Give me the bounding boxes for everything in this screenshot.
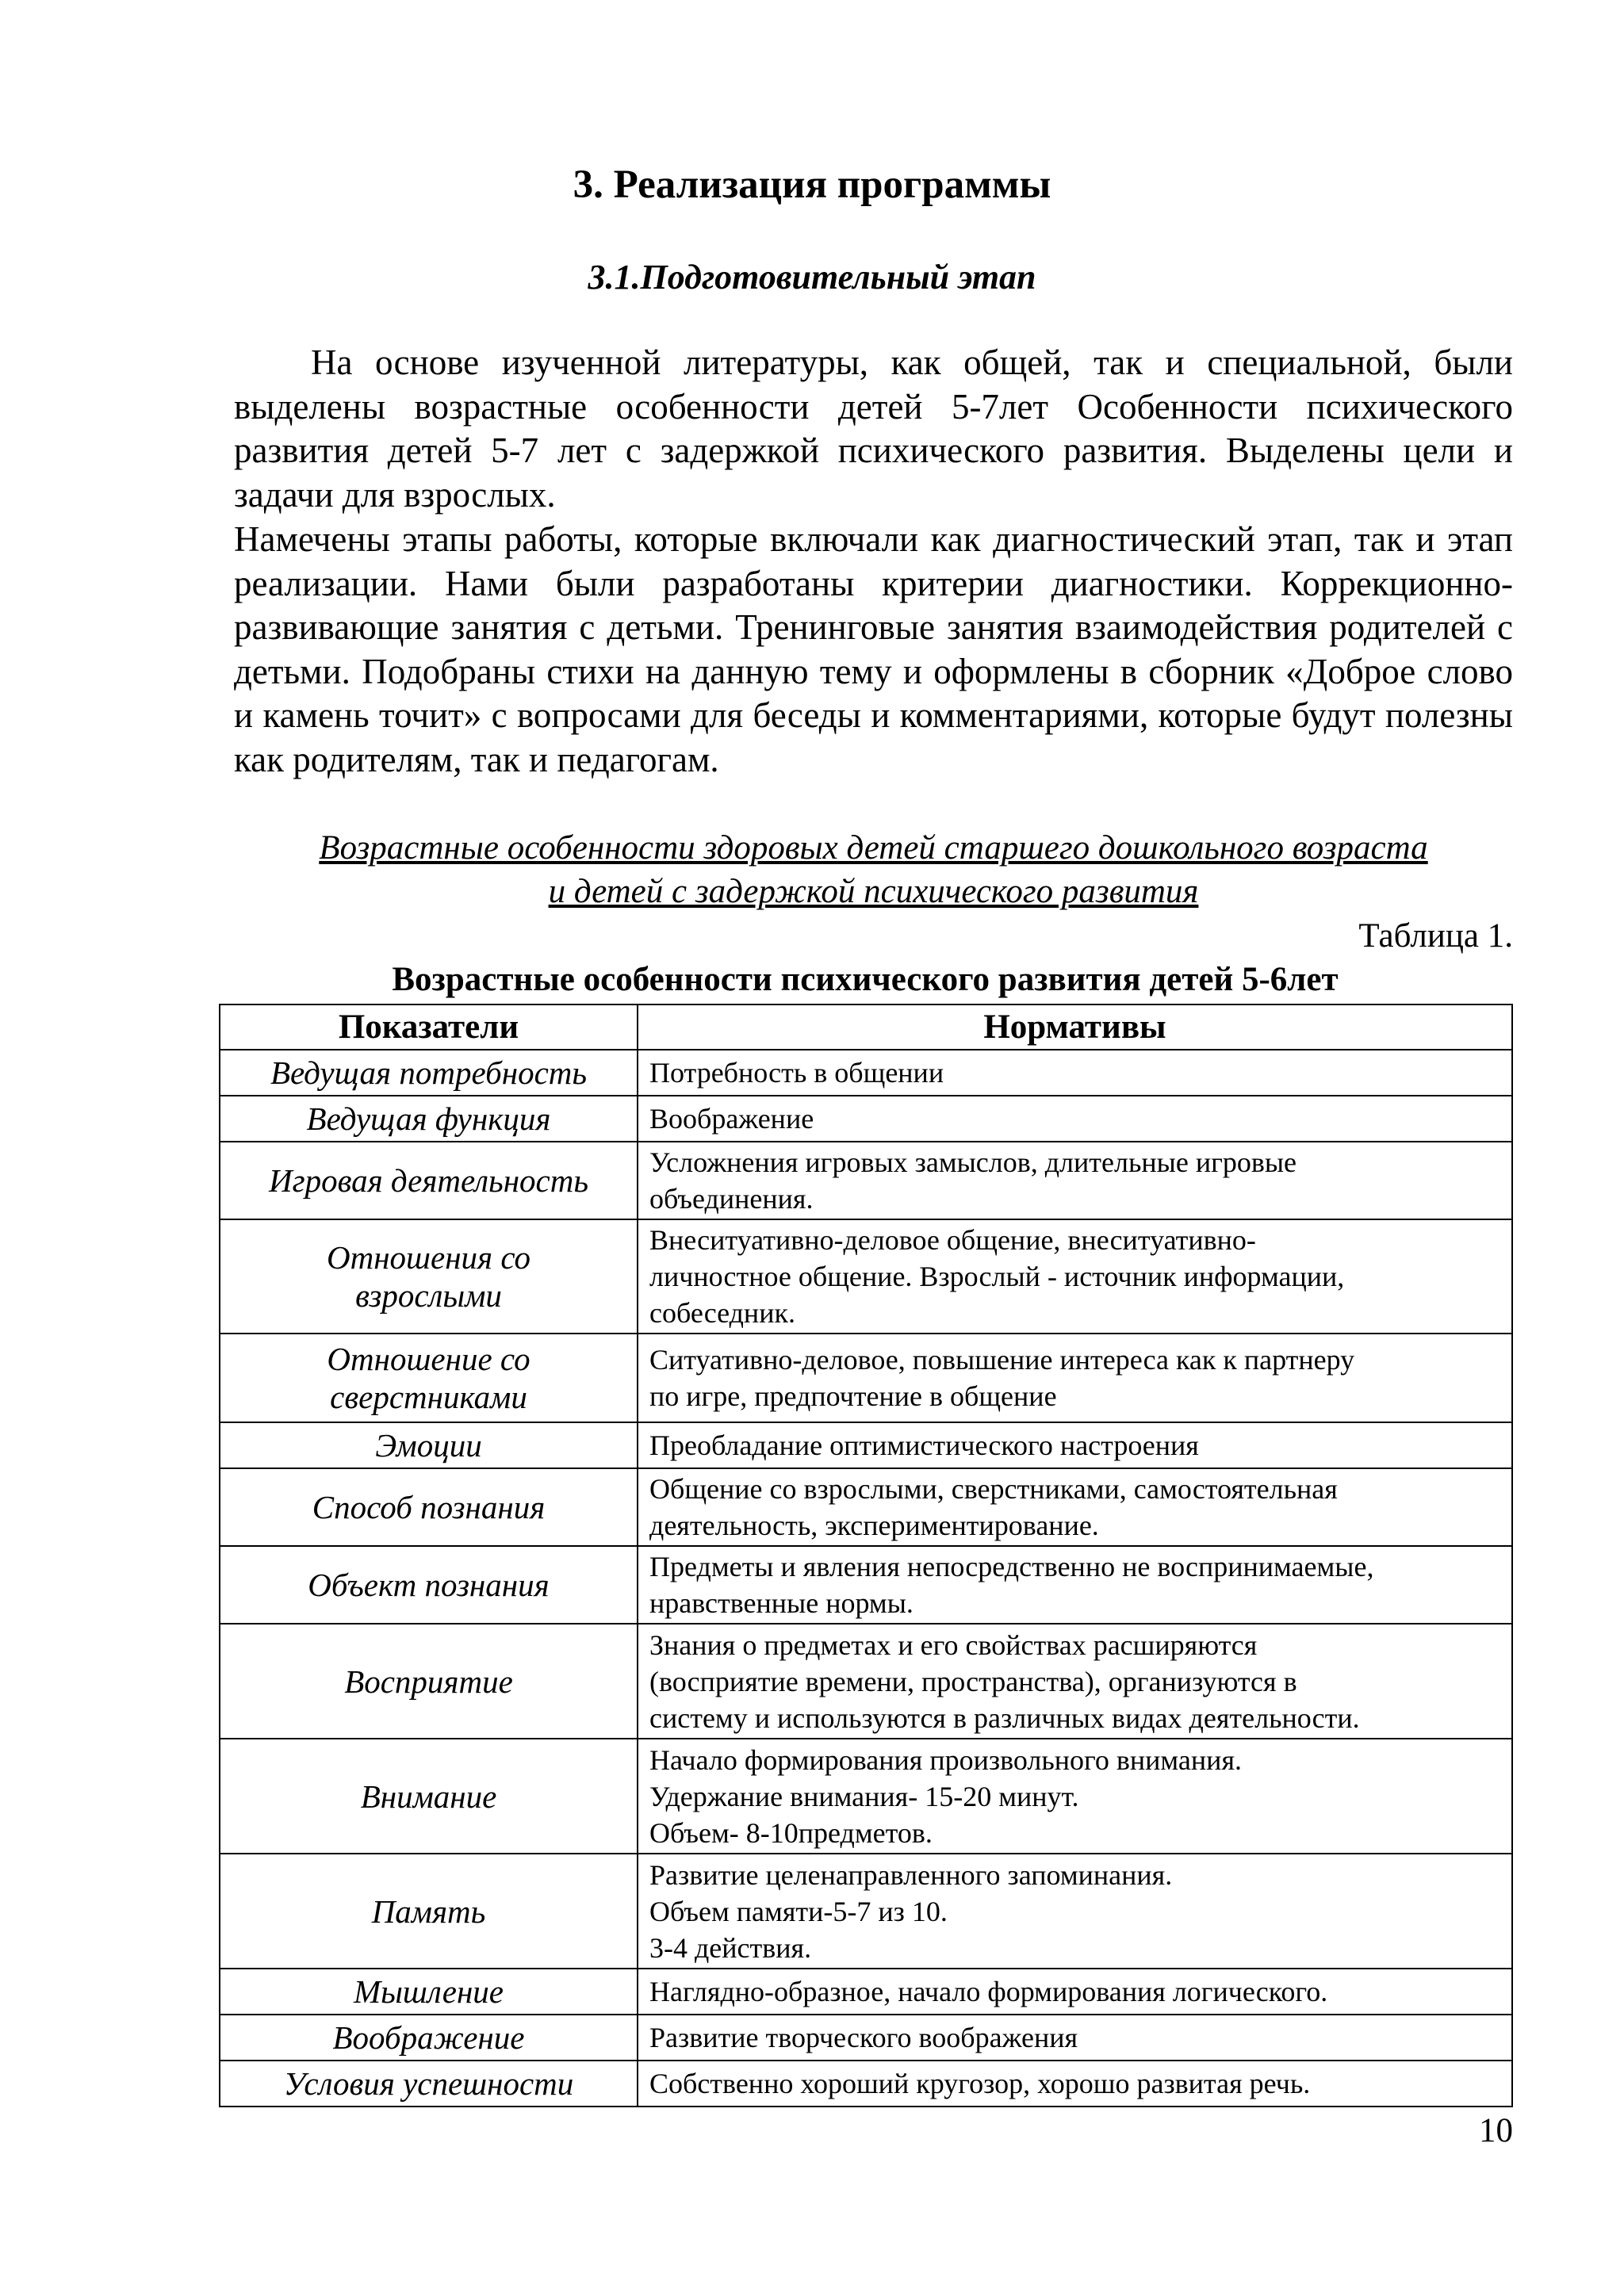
norm-text: Объем памяти-5-7 из 10. <box>649 1895 948 1927</box>
indicator-text: Внимание <box>360 1777 497 1815</box>
norm-text: Внеситуативно-деловое общение, внеситуативно- <box>649 1224 1256 1256</box>
norm-text: Ситуативно-деловое, повышение интереса как к партнеру <box>649 1344 1355 1376</box>
indicator-text: Отношения со <box>326 1239 531 1276</box>
indicator-text: Восприятие <box>344 1663 513 1700</box>
norm-text: Усложнения игровых замыслов, длительные игровые <box>649 1146 1297 1178</box>
table-header-row <box>220 1004 1512 1050</box>
indicator-cell <box>220 2015 638 2061</box>
indicator-text: Мышление <box>353 1973 504 2010</box>
indicator-cell <box>220 1546 638 1624</box>
indicator-text: Воображение <box>332 2019 525 2056</box>
table-subtitle-line-1: Возрастные особенности здоровых детей старшего дошкольного возраста <box>319 829 1428 867</box>
indicator-cell <box>220 1219 638 1334</box>
norm-cell <box>638 1334 1512 1422</box>
table-row <box>220 1739 1512 1854</box>
table-row <box>220 1969 1512 2015</box>
indicator-text: Игровая деятельность <box>268 1162 589 1199</box>
indicator-cell <box>220 1096 638 1142</box>
indicator-cell <box>220 1969 638 2015</box>
subsection-heading: 3.1.Подготовительный этап <box>588 258 1036 297</box>
table-row <box>220 1546 1512 1624</box>
table-row <box>220 1468 1512 1546</box>
norm-cell <box>638 1854 1512 1969</box>
table-row <box>220 1624 1512 1739</box>
norm-text: личностное общение. Взрослый - источник информации, <box>649 1261 1345 1292</box>
table-row <box>220 1422 1512 1468</box>
norm-cell <box>638 2061 1512 2107</box>
section-heading: 3. Реализация программы <box>573 163 1051 207</box>
norm-cell <box>638 1624 1512 1739</box>
norm-text: Развитие целенаправленного запоминания. <box>649 1858 1173 1891</box>
indicator-text: Отношение со <box>327 1341 530 1377</box>
table-row <box>220 1050 1512 1096</box>
norm-text: Наглядно-образное, начало формирования логического. <box>649 1976 1328 2007</box>
indicator-cell <box>220 1050 638 1096</box>
norm-text: 3-4 действия. <box>649 1931 812 1964</box>
header-indicators: Показатели <box>220 1004 638 1050</box>
norm-text: Удержание внимания- 15-20 минут. <box>649 1780 1079 1812</box>
norm-text: Развитие творческого воображения <box>649 2022 1078 2053</box>
table-subtitle-line-2: и детей с задержкой психического развития <box>548 873 1199 910</box>
norm-cell <box>638 1739 1512 1854</box>
development-table <box>219 1004 1513 2107</box>
page-number: 10 <box>1479 2112 1513 2149</box>
indicator-text: Память <box>371 1892 486 1930</box>
norm-text: Предметы и явления непосредственно не воспринимаемые, <box>649 1551 1374 1582</box>
table-caption: Возрастные особенности психического развития детей 5-6лет <box>392 961 1339 998</box>
header-norms: Нормативы <box>638 1004 1512 1050</box>
norm-cell <box>638 1468 1512 1546</box>
norm-cell <box>638 1546 1512 1624</box>
norm-text: нравственные нормы. <box>649 1587 914 1619</box>
indicator-cell <box>220 1468 638 1546</box>
norm-text: Воображение <box>649 1103 814 1135</box>
norm-text: объединения. <box>649 1183 814 1215</box>
norm-cell <box>638 1050 1512 1096</box>
indicator-cell <box>220 1142 638 1219</box>
table-row <box>220 1219 1512 1334</box>
norm-text: Общение со взрослыми, сверстниками, самостоятельная <box>649 1473 1338 1505</box>
norm-cell <box>638 1142 1512 1219</box>
indicator-cell <box>220 1624 638 1739</box>
indicator-cell <box>220 1739 638 1854</box>
table-row <box>220 1334 1512 1422</box>
norm-text: собеседник. <box>649 1297 795 1329</box>
norm-text: Собственно хороший кругозор, хорошо развитая речь. <box>649 2068 1311 2099</box>
norm-text: Потребность в общении <box>649 1057 944 1089</box>
norm-text: Преобладание оптимистического настроения <box>649 1429 1199 1461</box>
table-row <box>220 1142 1512 1219</box>
indicator-text: Ведущая функция <box>306 1100 551 1137</box>
norm-text: Знания о предметах и его свойствах расширяются <box>649 1628 1258 1661</box>
table-number: Таблица 1. <box>1358 917 1513 955</box>
table-row <box>220 1854 1512 1969</box>
indicator-cell <box>220 1854 638 1969</box>
table-row <box>220 2061 1512 2107</box>
indicator-text: Объект познания <box>308 1567 550 1603</box>
norm-text: деятельность, экспериментирование. <box>649 1510 1099 1541</box>
table-row <box>220 1096 1512 1142</box>
indicator-text: Эмоции <box>375 1427 482 1464</box>
norm-text: (восприятие времени, пространства), организуются в <box>649 1665 1297 1697</box>
indicator-cell <box>220 1422 638 1468</box>
indicator-text: взрослыми <box>355 1277 502 1314</box>
norm-cell <box>638 1219 1512 1334</box>
norm-text: Начало формирования произвольного внимания. <box>649 1743 1242 1776</box>
table-row <box>220 2015 1512 2061</box>
norm-text: систему и используются в различных видах деятельности. <box>649 1701 1360 1734</box>
norm-text: Объем- 8-10предметов. <box>649 1816 933 1849</box>
norm-cell <box>638 1969 1512 2015</box>
table-subtitle <box>234 826 1513 913</box>
norm-cell <box>638 2015 1512 2061</box>
paragraph-1: На основе изученной литературы, как общей, так и специальной, были выделены возрастные особенности детей 5-7лет Особенности психического развития детей 5-7 лет с задержкой психического развития. Выделены цели и задачи для взрослых. <box>234 342 1513 515</box>
indicator-text: сверстниками <box>330 1379 527 1415</box>
paragraph-2: Намечены этапы работы, которые включали как диагностический этап, так и этап реализации. Нами были разработаны критерии диагностики. Коррекционно-развивающие занятия с детьми. Тренинговые занятия взаимодействия родителей с детьми. Подобраны стихи на данную тему и оформлены в сборник «Доброе слово и камень точит» с вопросами для беседы и комментариями, которые будут полезны как родителям, так и педагогам. <box>234 519 1513 779</box>
indicator-cell <box>220 1334 638 1422</box>
norm-cell <box>638 1422 1512 1468</box>
norm-text: по игре, предпочтение в общение <box>649 1380 1057 1412</box>
indicator-text: Условия успешности <box>283 2065 574 2102</box>
indicator-text: Ведущая потребность <box>270 1054 588 1091</box>
indicator-cell <box>220 2061 638 2107</box>
norm-cell <box>638 1096 1512 1142</box>
indicator-text: Способ познания <box>312 1489 546 1525</box>
